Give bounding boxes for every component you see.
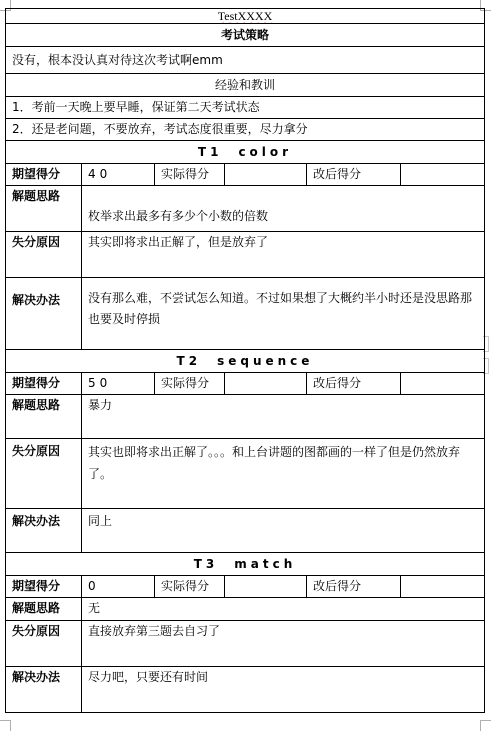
loss-reason-text[interactable]: 其实也即将求出正解了。。。和上台讲题的图都画的一样了但是仍然放弃了。 [82, 439, 485, 509]
expected-score-value[interactable]: 0 [82, 576, 155, 598]
revised-score-label: 改后得分 [307, 576, 401, 598]
actual-score-label: 实际得分 [155, 164, 225, 186]
approach-text[interactable]: 无 [82, 598, 485, 621]
solution-text[interactable]: 尽力吧，只要还有时间 [82, 667, 485, 713]
solution-label: 解决办法 [6, 509, 82, 553]
revised-score-label: 改后得分 [307, 373, 401, 395]
exam-review-table [5, 8, 485, 713]
approach-text[interactable]: 枚举求出最多有多少个小数的倍数 [82, 186, 485, 232]
actual-score-value[interactable] [225, 576, 307, 598]
problem-heading[interactable]: T1 color [6, 141, 485, 164]
actual-score-label: 实际得分 [155, 373, 225, 395]
lesson-item[interactable]: 2．还是老问题，不要放弃，考试态度很重要，尽力拿分 [6, 119, 485, 141]
revised-score-value[interactable] [401, 373, 485, 395]
revised-score-value[interactable] [401, 576, 485, 598]
expected-score-label: 期望得分 [6, 164, 82, 186]
page-corner-mark [480, 720, 491, 731]
actual-score-value[interactable] [225, 164, 307, 186]
expected-score-value[interactable]: 50 [82, 373, 155, 395]
expected-score-value[interactable]: 40 [82, 164, 155, 186]
solution-label: 解决办法 [6, 667, 82, 713]
lessons-heading[interactable]: 经验和教训 [6, 74, 485, 97]
expected-score-label: 期望得分 [6, 373, 82, 395]
document-title[interactable]: TestXXXX [6, 9, 485, 24]
strategy-heading[interactable]: 考试策略 [6, 24, 485, 47]
loss-reason-label: 失分原因 [6, 621, 82, 667]
loss-reason-text[interactable]: 直接放弃第三题去自习了 [82, 621, 485, 667]
expected-score-label: 期望得分 [6, 576, 82, 598]
approach-label: 解题思路 [6, 395, 82, 439]
lesson-item[interactable]: 1．考前一天晚上要早睡，保证第二天考试状态 [6, 97, 485, 119]
revised-score-label: 改后得分 [307, 164, 401, 186]
actual-score-label: 实际得分 [155, 576, 225, 598]
problem-heading[interactable]: T3 match [6, 553, 485, 576]
loss-reason-label: 失分原因 [6, 439, 82, 509]
solution-label: 解决办法 [6, 278, 82, 350]
actual-score-value[interactable] [225, 373, 307, 395]
loss-reason-text[interactable]: 其实即将求出正解了，但是放弃了 [82, 232, 485, 278]
approach-text[interactable]: 暴力 [82, 395, 485, 439]
strategy-text[interactable]: 没有，根本没认真对待这次考试啊emm [6, 47, 485, 74]
revised-score-value[interactable] [401, 164, 485, 186]
solution-text[interactable]: 同上 [82, 509, 485, 553]
page-corner-mark [0, 720, 11, 731]
solution-text[interactable]: 没有那么难，不尝试怎么知道。不过如果想了大概约半小时还是没思路那也要及时停损 [82, 278, 485, 350]
approach-label: 解题思路 [6, 598, 82, 621]
problem-heading[interactable]: T2 sequence [6, 350, 485, 373]
approach-label: 解题思路 [6, 186, 82, 232]
loss-reason-label: 失分原因 [6, 232, 82, 278]
